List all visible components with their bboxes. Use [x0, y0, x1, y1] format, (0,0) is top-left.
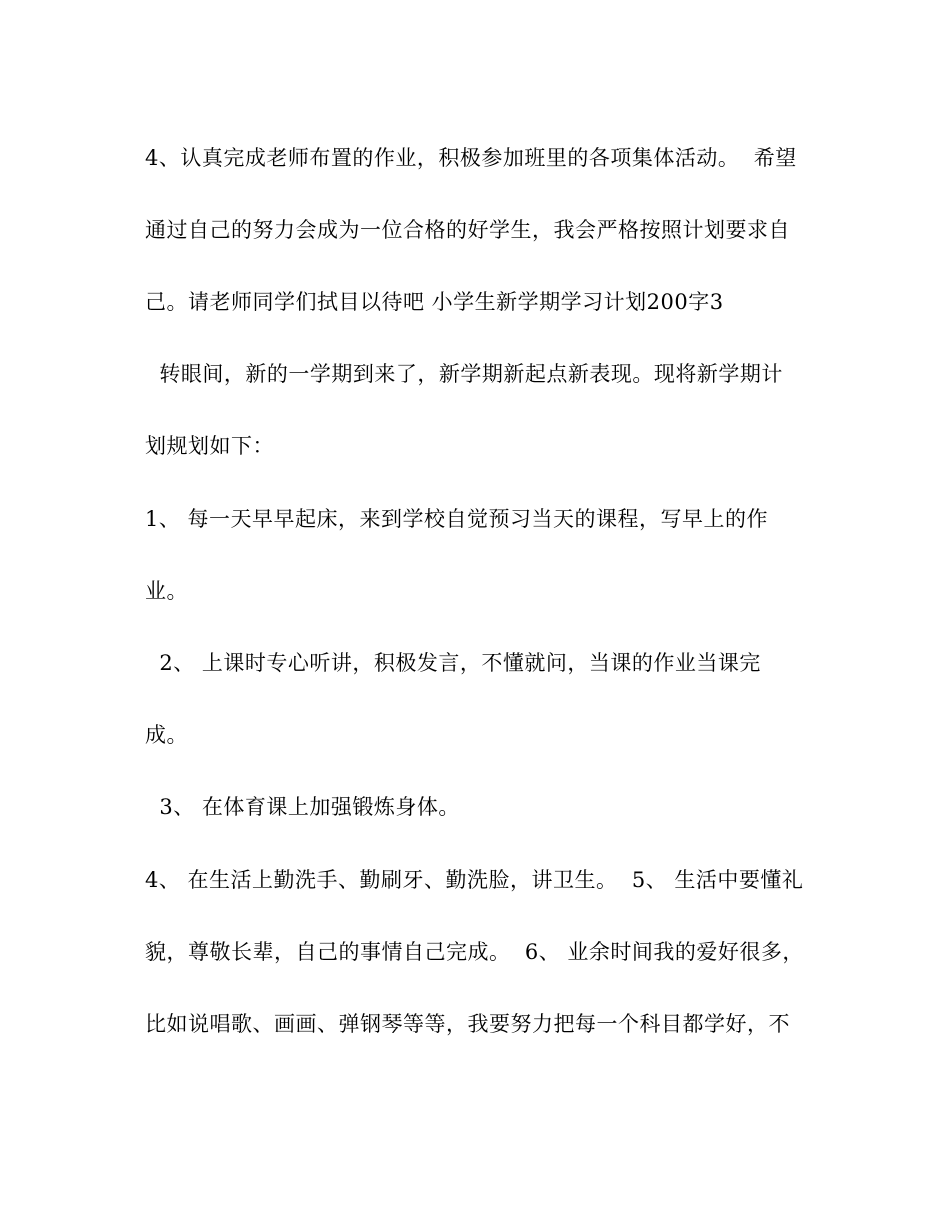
text-line: 4、 在生活上勤洗手、勤刷牙、勤洗脸，讲卫生。 5、 生活中要懂礼	[145, 868, 804, 892]
text-line: 划规划如下：	[145, 434, 274, 458]
text-line: 成。	[145, 723, 188, 747]
text-line: 比如说唱歌、画画、弹钢琴等等，我要努力把每一个科目都学好，不	[145, 1012, 790, 1036]
text-line: 貌，尊敬长辈，自己的事情自己完成。 6、 业余时间我的爱好很多，	[145, 940, 804, 964]
text-line: 转眼间，新的一学期到来了，新学期新起点新表现。现将新学期计	[145, 362, 783, 386]
text-line: 己。请老师同学们拭目以待吧 小学生新学期学习计划200字3	[145, 290, 724, 314]
text-line: 3、 在体育课上加强锻炼身体。	[145, 795, 460, 819]
text-line: 2、 上课时专心听讲，积极发言，不懂就问，当课的作业当课完	[145, 651, 761, 675]
text-line: 1、 每一天早早起床，来到学校自觉预习当天的课程，写早上的作	[145, 507, 769, 531]
text-line: 通过自己的努力会成为一位合格的好学生，我会严格按照计划要求自	[145, 218, 790, 242]
text-line: 4、认真完成老师布置的作业，积极参加班里的各项集体活动。 希望	[145, 146, 797, 170]
text-line: 业。	[145, 579, 188, 603]
